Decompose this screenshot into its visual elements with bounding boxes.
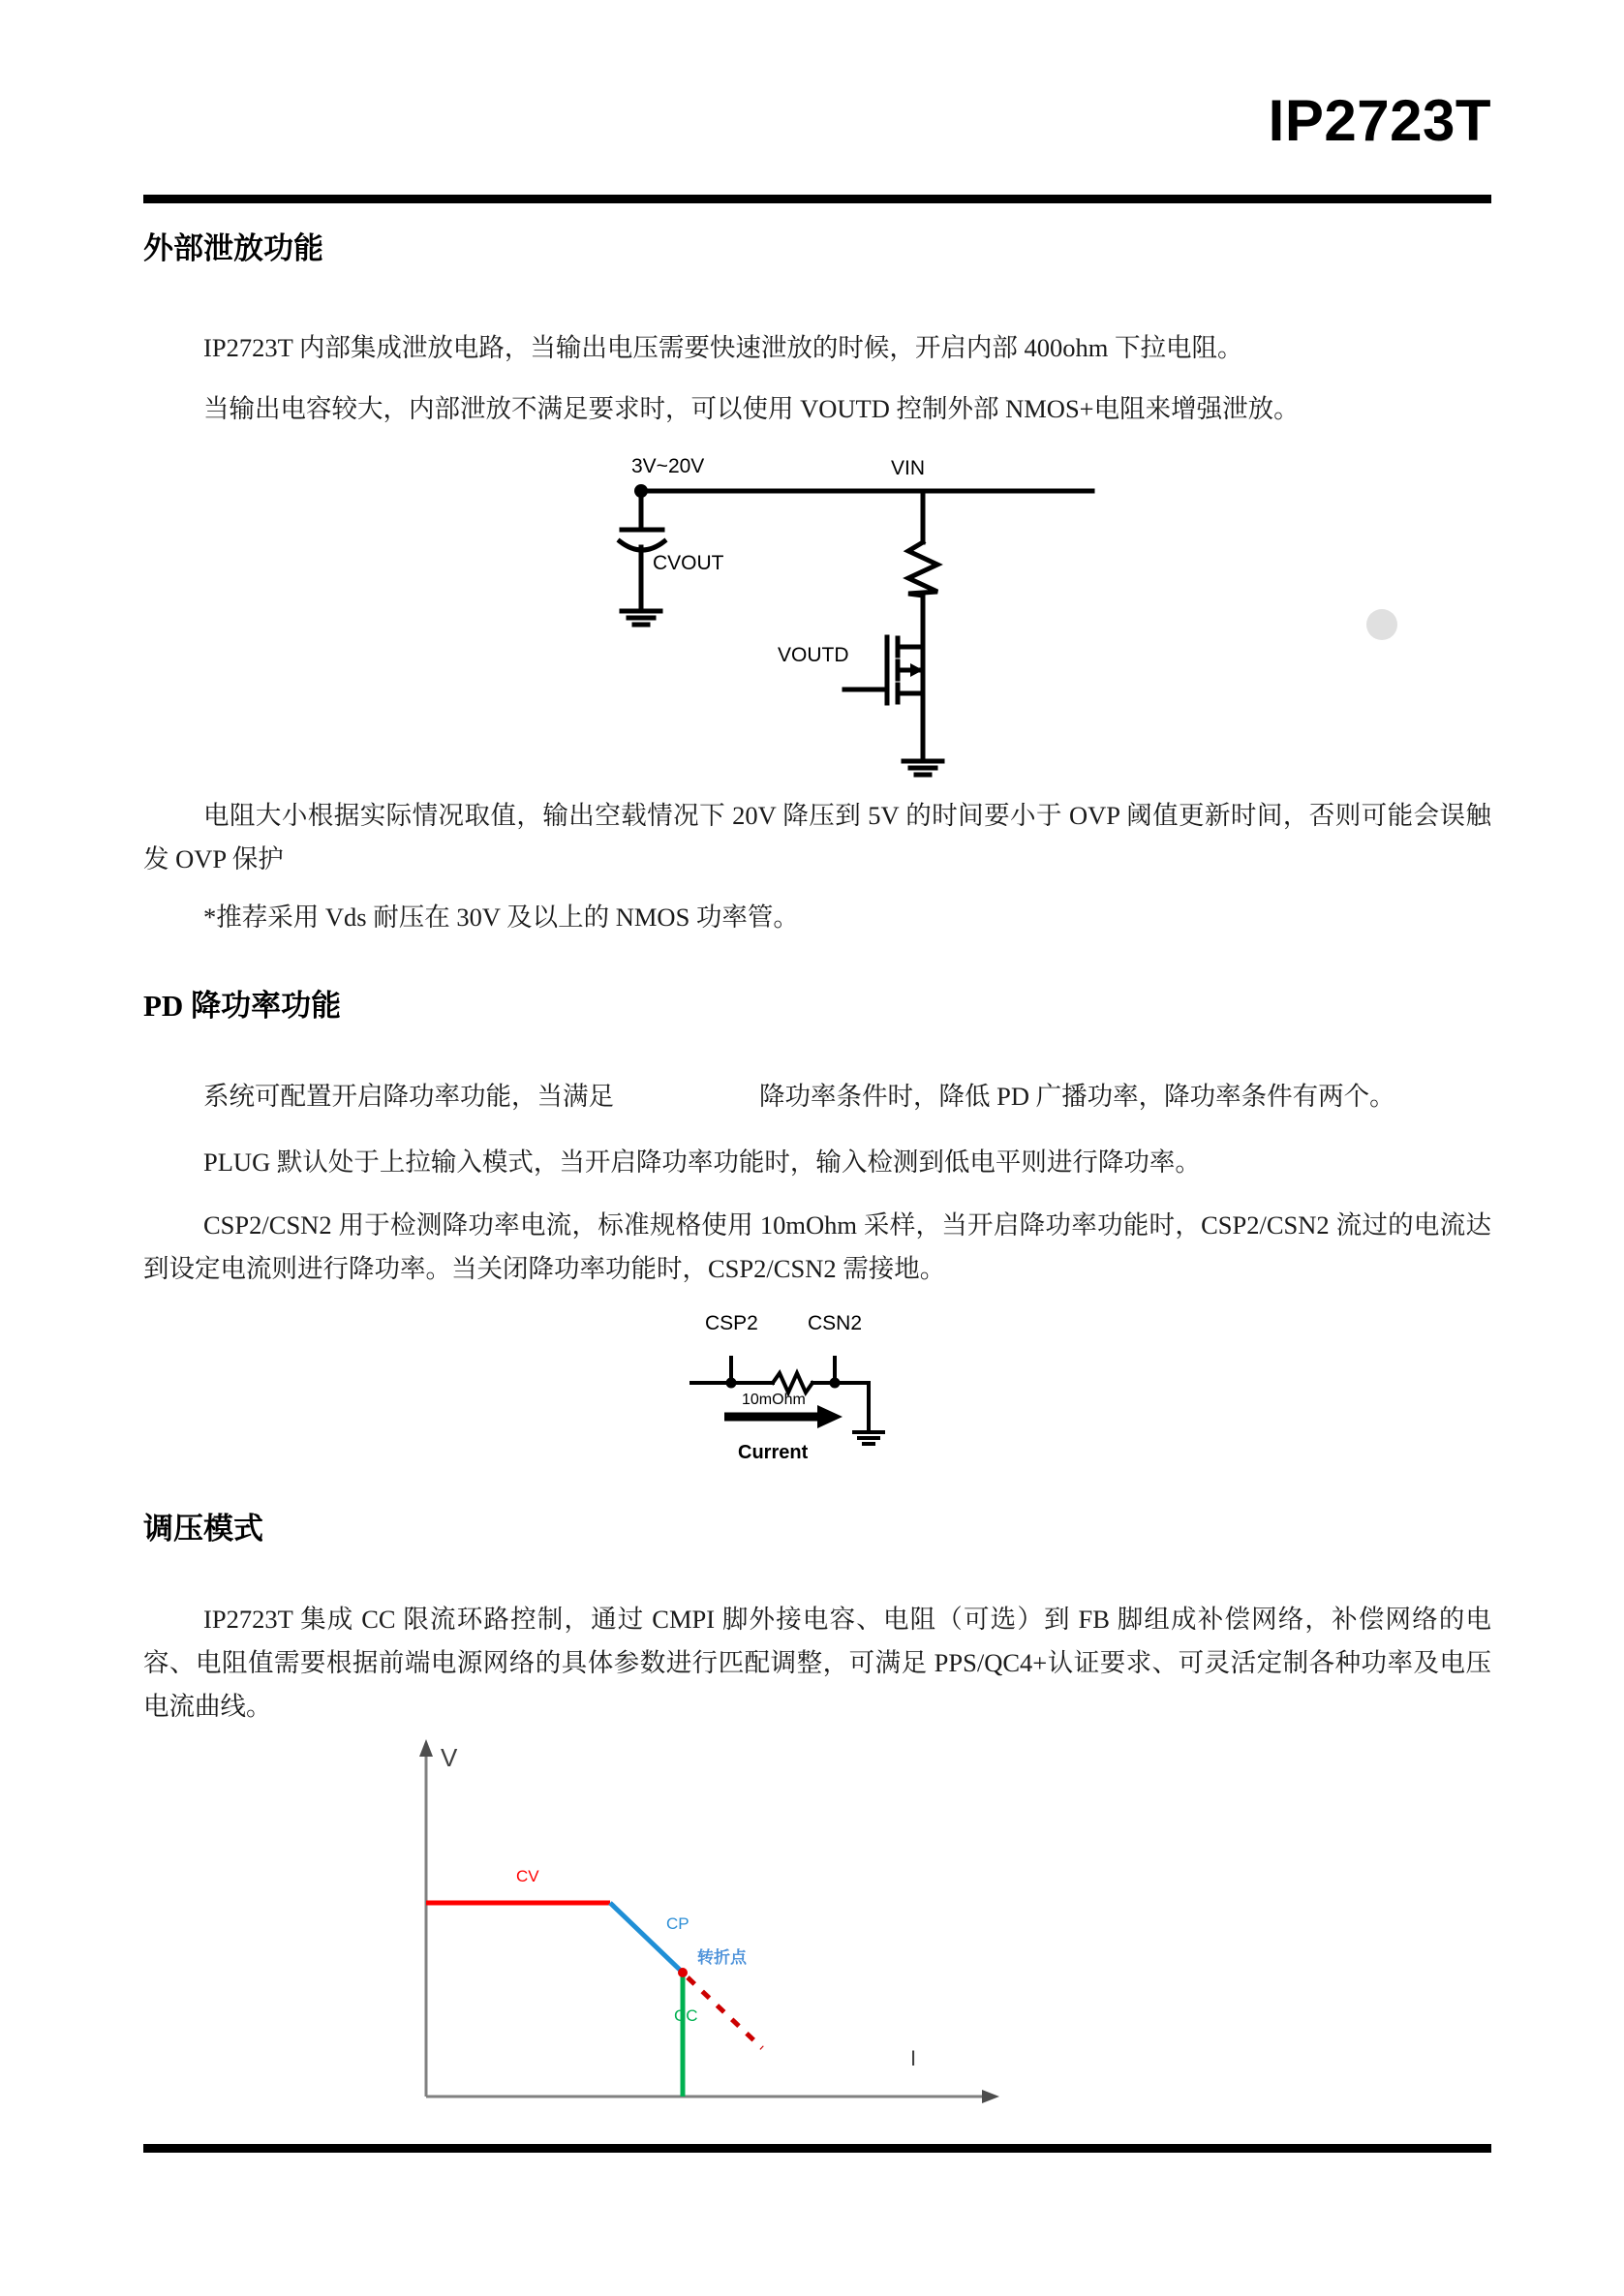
external-discharge-svg: [581, 441, 1123, 789]
section-heading-pd-power-reduction: PD 降功率功能: [143, 989, 342, 1023]
sense-resistor: [773, 1373, 812, 1393]
page-title: IP2723T: [1268, 88, 1491, 153]
vi-characteristic-chart: [407, 1733, 1026, 2121]
paragraph-discharge-3: 电阻大小根据实际情况取值，输出空载情况下 20V 降压到 5V 的时间要小于 OVP 阈值更新时间，否则可能会误触发 OVP 保护: [143, 801, 1491, 873]
header-rule: [143, 195, 1491, 203]
chart-axis-label-v: V: [441, 1743, 458, 1772]
label-cvout: CVOUT: [653, 552, 724, 574]
chart-annotation-inflection-point: 转折点: [697, 1948, 747, 1967]
label-voutd: VOUTD: [778, 644, 849, 666]
chart-annotation-cv: CV: [516, 1867, 539, 1885]
label-csp2: CSP2: [705, 1312, 758, 1334]
supply-junction-dot: [634, 484, 648, 498]
series-extension-dashed: [688, 1977, 762, 2048]
sense-resistor-svg: [688, 1336, 930, 1467]
section-heading-voltage-regulation: 调压模式: [143, 1512, 263, 1546]
paragraph-pd-1a: 系统可配置开启降功率功能，当满足: [203, 1082, 614, 1111]
footer-rule: [143, 2144, 1491, 2153]
chart-annotation-cp: CP: [666, 1914, 689, 1933]
series-cp-line: [610, 1903, 683, 1973]
section-heading-external-discharge: 外部泄放功能: [143, 231, 323, 265]
label-sense-resistor-value: 10mOhm: [742, 1392, 806, 1408]
csn2-junction-dot: [830, 1378, 841, 1389]
csp2-csn2-sense-schematic: [688, 1336, 930, 1467]
vi-chart-svg: [407, 1733, 1026, 2121]
pull-down-resistor: [908, 542, 937, 596]
chart-annotation-cc: CC: [674, 2006, 698, 2025]
paragraph-pd-3: CSP2/CSN2 用于检测降功率电流，标准规格使用 10mOhm 采样，当开启降功率功能时，CSP2/CSN2 流过的电流达到设定电流则进行降功率。当关闭降功率功能时，CSP2/CSN2 需接地。: [143, 1210, 1491, 1283]
csp2-junction-dot: [726, 1378, 737, 1389]
label-vin: VIN: [891, 457, 926, 479]
inflection-point-marker: [678, 1968, 688, 1977]
paragraph-regulation-1: IP2723T 集成 CC 限流环路控制，通过 CMPI 脚外接电容、电阻（可选）到 FB 脚组成补偿网络，补偿网络的电容、电阻值需要根据前端电源网络的具体参数进行匹配调整，可满足 PPS/QC4+认证要求、可灵活定制各种功率及电压电流曲线。: [143, 1605, 1491, 1721]
external-discharge-schematic: [581, 441, 1123, 789]
paragraph-pd-1b: 降功率条件时，降低 PD 广播功率，降功率条件有两个。: [759, 1082, 1395, 1111]
y-axis-arrowhead: [419, 1739, 433, 1757]
paragraph-pd-2: PLUG 默认处于上拉输入模式，当开启降功率功能时，输入检测到低电平则进行降功率。: [203, 1148, 1201, 1177]
cursor-indicator: [1366, 609, 1397, 640]
chart-axis-label-i: I: [910, 2046, 917, 2070]
paragraph-discharge-1: IP2723T 内部集成泄放电路，当输出电压需要快速泄放的时候，开启内部 400ohm 下拉电阻。: [203, 333, 1243, 362]
paragraph-discharge-2: 当输出电容较大，内部泄放不满足要求时，可以使用 VOUTD 控制外部 NMOS+电阻来增强泄放。: [203, 394, 1300, 423]
paragraph-discharge-4: *推荐采用 Vds 耐压在 30V 及以上的 NMOS 功率管。: [203, 903, 799, 932]
label-csn2: CSN2: [808, 1312, 863, 1334]
paragraph-pd-1: [143, 1075, 1491, 1118]
label-supply-voltage: 3V~20V: [631, 455, 705, 477]
x-axis-arrowhead: [982, 2090, 999, 2103]
label-current: Current: [738, 1442, 809, 1463]
